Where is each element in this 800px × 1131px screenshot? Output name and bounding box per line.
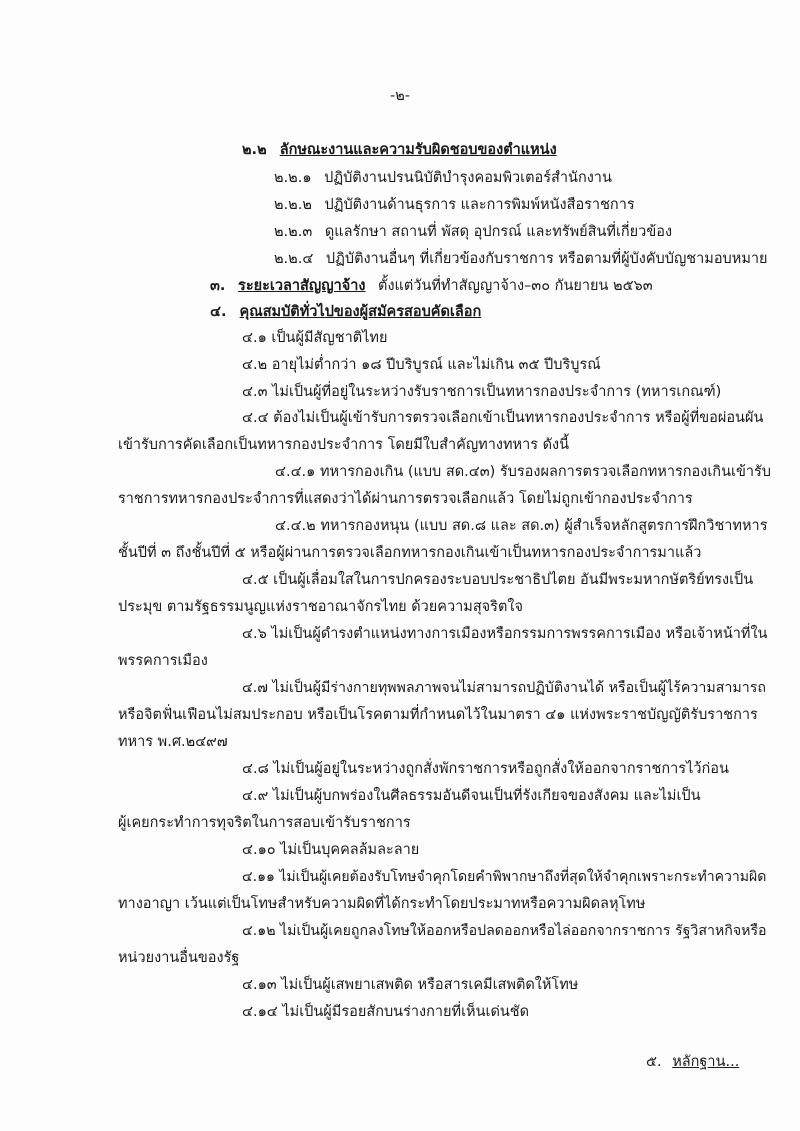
section-2-2-number: ๒.๒ (242, 142, 267, 158)
section-4-number: ๔. (210, 304, 227, 320)
item-text: ดูแลรักษา สถานที่ พัสดุ อุปกรณ์ และทรัพย์สินที่เกี่ยวข้อง (324, 224, 673, 240)
item-4-3: ๔.๓ ไม่เป็นผู้ที่อยู่ในระหว่างรับราชการเป็นทหารกองประจำการ (ทหารเกณฑ์) (242, 384, 722, 400)
section-2-2-heading (242, 140, 557, 160)
section-2-2-4 (274, 249, 768, 269)
next-section-number: ๕. (646, 1054, 662, 1070)
section-3-text: ตั้งแต่วันที่ทำสัญญาจ้าง–๓๐ กันยายน ๒๕๖๓ (378, 278, 653, 294)
item-number: ๒.๒.๑ (274, 170, 312, 186)
section-2-2-2 (274, 195, 635, 215)
item-4-14: ๔.๑๔ ไม่เป็นผู้มีรอยสักบนร่างกายที่เห็นเด่นชัด (242, 1004, 530, 1020)
item-4-6-line-1: ๔.๖ ไม่เป็นผู้ดำรงตำแหน่งทางการเมืองหรือกรรมการพรรคการเมือง หรือเจ้าหน้าที่ใน (242, 626, 768, 642)
item-number: ๒.๒.๒ (274, 197, 312, 213)
section-4-heading (210, 302, 481, 322)
next-section-text: หลักฐาน... (672, 1054, 740, 1070)
next-page-continuation (646, 1052, 739, 1072)
page-number: -๒- (389, 88, 411, 104)
item-4-7-line-1: ๔.๗ ไม่เป็นผู้มีร่างกายทุพพลภาพจนไม่สามารถปฏิบัติงานได้ หรือเป็นผู้ไร้ความสามารถ (242, 680, 766, 696)
item-number: ๒.๒.๓ (274, 224, 313, 240)
item-4-10: ๔.๑๐ ไม่เป็นบุคคลล้มละลาย (242, 842, 420, 858)
item-4-9-line-1: ๔.๙ ไม่เป็นผู้บกพร่องในศีลธรรมอันดีจนเป็นที่รังเกียจของสังคม และไม่เป็น (242, 788, 701, 804)
item-4-5-line-2: ประมุข ตามรัฐธรรมนูญแห่งราชอาณาจักรไทย ด้วยความสุจริตใจ (118, 599, 523, 615)
section-2-2-1 (274, 168, 612, 188)
item-text: ปฏิบัติงานด้านธุรการ และการพิมพ์หนังสือราชการ (324, 197, 635, 213)
section-3-title: ระยะเวลาสัญญาจ้าง (238, 278, 366, 294)
item-4-1: ๔.๑ เป็นผู้มีสัญชาติไทย (242, 330, 388, 346)
item-4-4-2-line-1: ๔.๔.๒ ทหารกองหนุน (แบบ สด.๘ และ สด.๓) ผู้สำเร็จหลักสูตรการฝึกวิชาทหาร (275, 518, 768, 534)
item-4-2: ๔.๒ อายุไม่ต่ำกว่า ๑๘ ปีบริบูรณ์ และไม่เกิน ๓๕ ปีบริบูรณ์ (242, 357, 601, 373)
item-4-4-2-line-2: ชั้นปีที่ ๓ ถึงชั้นปีที่ ๕ หรือผู้ผ่านการตรวจเลือกทหารกองเกินเข้าเป็นทหารกองประจำการมาแล้ว (118, 545, 702, 561)
item-4-4-line-1: ๔.๔ ต้องไม่เป็นผู้เข้ารับการตรวจเลือกเข้าเป็นทหารกองประจำการ หรือผู้ที่ขอผ่อนผัน (242, 410, 764, 426)
item-4-4-1-line-2: ราชการทหารกองประจำการที่แสดงว่าได้ผ่านการตรวจเลือกแล้ว โดยไม่ถูกเข้ากองประจำการ (118, 491, 693, 507)
item-4-7-line-3: ทหาร พ.ศ.๒๔๙๗ (118, 734, 228, 750)
item-4-12-line-2: หน่วยงานอื่นของรัฐ (118, 950, 240, 966)
section-2-2-3 (274, 222, 672, 242)
item-4-4-1-line-1: ๔.๔.๑ ทหารกองเกิน (แบบ สด.๔๓) รับรองผลการตรวจเลือกทหารกองเกินเข้ารับ (275, 464, 771, 480)
item-4-13: ๔.๑๓ ไม่เป็นผู้เสพยาเสพติด หรือสารเคมีเสพติดให้โทษ (242, 977, 579, 993)
section-2-2-title: ลักษณะงานและความรับผิดชอบของตำแหน่ง (279, 142, 557, 158)
item-4-9-line-2: ผู้เคยกระทำการทุจริตในการสอบเข้ารับราชการ (118, 815, 411, 831)
item-4-6-line-2: พรรคการเมือง (118, 653, 208, 669)
item-4-7-line-2: หรือจิตฟั่นเฟือนไม่สมประกอบ หรือเป็นโรคตามที่กำหนดไว้ในมาตรา ๔๑ แห่งพระราชบัญญัติรับราชการ (118, 707, 758, 723)
item-4-8: ๔.๘ ไม่เป็นผู้อยู่ในระหว่างถูกสั่งพักราชการหรือถูกสั่งให้ออกจากราชการไว้ก่อน (242, 761, 729, 777)
item-4-12-line-1: ๔.๑๒ ไม่เป็นผู้เคยถูกลงโทษให้ออกหรือปลดออกหรือไล่ออกจากราชการ รัฐวิสาหกิจหรือ (242, 923, 767, 939)
section-3 (210, 276, 653, 296)
item-4-5-line-1: ๔.๕ เป็นผู้เลื่อมใสในการปกครองระบอบประชาธิปไตย อันมีพระมหากษัตริย์ทรงเป็น (242, 572, 754, 588)
item-text: ปฏิบัติงานปรนนิบัติบำรุงคอมพิวเตอร์สำนักงาน (324, 170, 612, 186)
item-4-11-line-1: ๔.๑๑ ไม่เป็นผู้เคยต้องรับโทษจำคุกโดยคำพิพากษาถึงที่สุดให้จำคุกเพราะกระทำความผิด (242, 869, 767, 885)
item-4-4-line-2: เข้ารับการคัดเลือกเป็นทหารกองประจำการ โดยมีใบสำคัญทางทหาร ดังนี้ (118, 437, 570, 453)
item-4-11-line-2: ทางอาญา เว้นแต่เป็นโทษสำหรับความผิดที่ได้กระทำโดยประมาทหรือความผิดลหุโทษ (118, 896, 646, 912)
item-text: ปฏิบัติงานอื่นๆ ที่เกี่ยวข้องกับราชการ หรือตามที่ผู้บังคับบัญชามอบหมาย (325, 251, 768, 267)
section-3-number: ๓. (210, 278, 226, 294)
item-number: ๒.๒.๔ (274, 251, 314, 267)
section-4-title: คุณสมบัติทั่วไปของผู้สมัครสอบคัดเลือก (239, 304, 482, 320)
